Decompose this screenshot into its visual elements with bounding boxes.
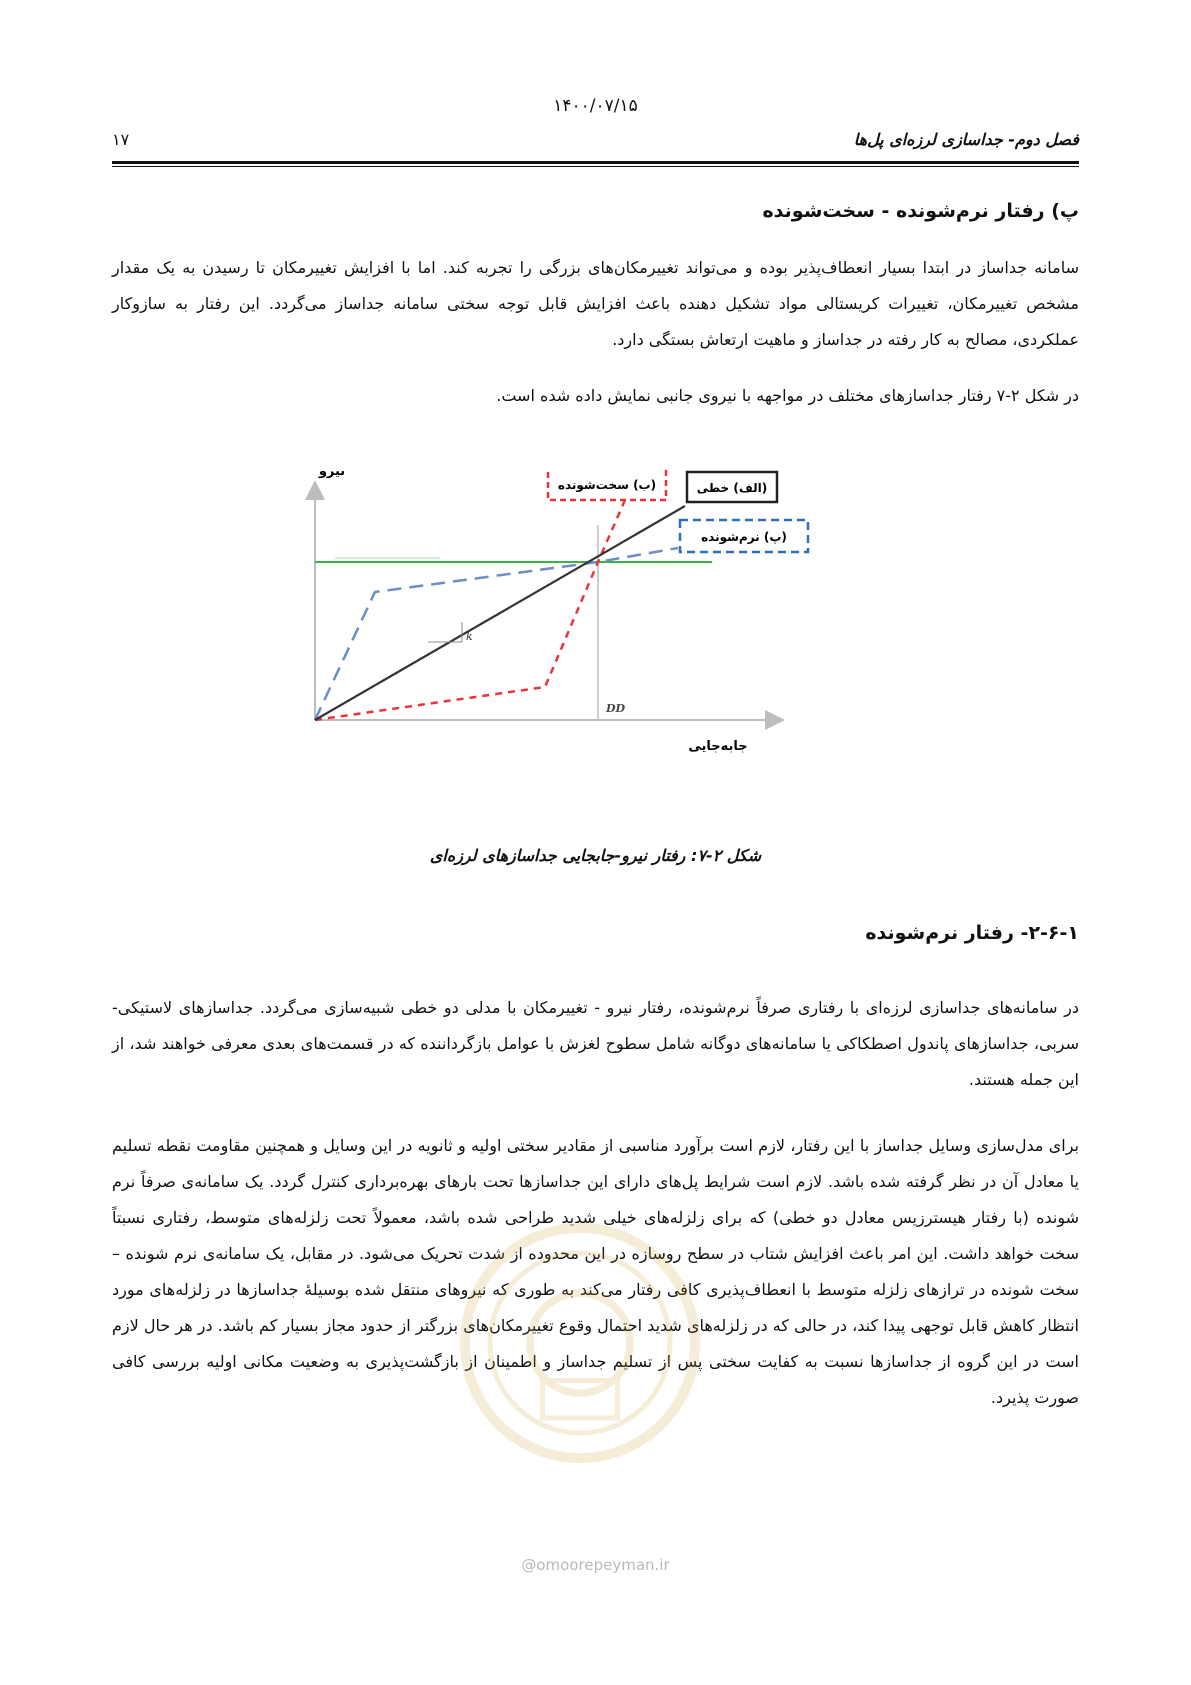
paragraph-p: سامانه جداساز در ابتدا بسیار انعطاف‌پذیر بوده و می‌تواند تغییرمکان‌های بزرگی را تجربه کند. اما با افزایش تغییرمکان تا رسیدن به یک مقدار مشخص تغییرمکان، تغییرات کریستالی مواد تشکیل دهنده باعث افزایش قابل توجه سختی سامانه جداساز می‌گردد. این رفتار به سازوکار عملکردی، مصالح به کار رفته در جداساز و ماهیت ارتعاش بستگی دارد. bbox=[112, 258, 1079, 349]
page-number: ۱۷ bbox=[112, 130, 130, 149]
paragraph-2-6-1-a: در سامانه‌های جداسازی لرزه‌ای با رفتاری صرفاً نرم‌شونده، رفتار نیرو - تغییرمکان با مدلی دو خطی شبیه‌سازی می‌گردد. جداسازهای لاستیکی- سربی، جداسازهای پاندول اصطکاکی یا سامانه‌های دوگانه شامل سطوح لغزش با عوامل بازگرداننده که در قسمت‌های بعدی معرفی خواهند شد، از این جمله هستند. bbox=[112, 998, 1079, 1089]
linear-curve bbox=[315, 506, 685, 720]
chapter-title: فصل دوم- جداسازی لرزه‌ای پل‌ها bbox=[853, 130, 1079, 149]
x-axis-label: جابه‌جایی bbox=[688, 739, 748, 754]
legend-hardening-label: (ب) سخت‌شونده bbox=[557, 478, 657, 492]
paragraph-figure-ref: در شکل ۲-۷ رفتار جداسازهای مختلف در مواجهه با نیروی جانبی نمایش داده شده است. bbox=[496, 386, 1079, 405]
stiffness-label: k bbox=[466, 630, 473, 643]
figure-caption: شکل ۲-۷: رفتار نیرو-جابجایی جداسازهای لرزه‌ای bbox=[429, 846, 762, 865]
force-displacement-figure bbox=[300, 470, 900, 830]
displacement-marker: DD bbox=[606, 702, 626, 715]
y-axis-label: نیرو bbox=[318, 470, 346, 479]
legend-linear-label: (الف) خطی bbox=[696, 481, 768, 495]
legend-softening-label: (پ) نرم‌شونده bbox=[701, 530, 787, 544]
watermark-seal-icon bbox=[455, 1218, 705, 1468]
paragraph-2-6-1-b: برای مدل‌سازی وسایل جداساز با این رفتار، لازم است برآورد مناسبی از مقادیر سختی اولیه و ثانویه در این وسایل و همچنین مقاومت نقطه تسلیم یا معادل آن در نظر گرفته شده باشد. لازم است شرایط پل‌های دارای این جداسازها تحت بارهای بهره‌برداری کنترل گردد. یک سامانه‌ی صرفاً نرم شونده (با رفتار هیسترزیس معادل دو خطی) که برای زلزله‌های خیلی شدید طراحی شده باشد، معمولاً تحت زلزله‌های متوسط، رفتاری نسبتاً سخت خواهد داشت. این امر باعث افزایش شتاب در سطح روسازه در این محدوده از شدت تحریک می‌شود. در مقابل، یک سامانه‌ی نرم شونده – سخت شونده در ترازهای زلزله متوسط با انعطاف‌پذیری کافی رفتار می‌کند به طوری که نیروهای منتقل شده بوسیلهٔ جداسازها در زلزله‌های مورد انتظار کاهش قابل توجهی پیدا کند، در حالی که در زلزله‌های شدید احتمال وقوع تغییرمکان‌های بزرگتر از حدود مجاز بسیار کم باشد. در هر حال لازم است در این گروه از جداسازها نسبت به کفایت سختی پس از تسلیم جداساز و اطمینان از بازگشت‌پذیری به وضعیت مکانی اولیه بررسی کافی صورت پذیرد. bbox=[112, 1136, 1079, 1407]
hardening-curve bbox=[315, 500, 625, 720]
header-date: ۱۴۰۰/۰۷/۱۵ bbox=[553, 96, 638, 116]
section-heading-p: پ) رفتار نرم‌شونده - سخت‌شونده bbox=[762, 200, 1079, 222]
header-rule-thin bbox=[112, 166, 1079, 167]
section-heading-2-6-1: ۲-۶-۱- رفتار نرم‌شونده bbox=[865, 922, 1079, 944]
watermark-site: @omoorepeyman.ir bbox=[521, 1556, 670, 1574]
header-rule-thick bbox=[112, 161, 1079, 164]
